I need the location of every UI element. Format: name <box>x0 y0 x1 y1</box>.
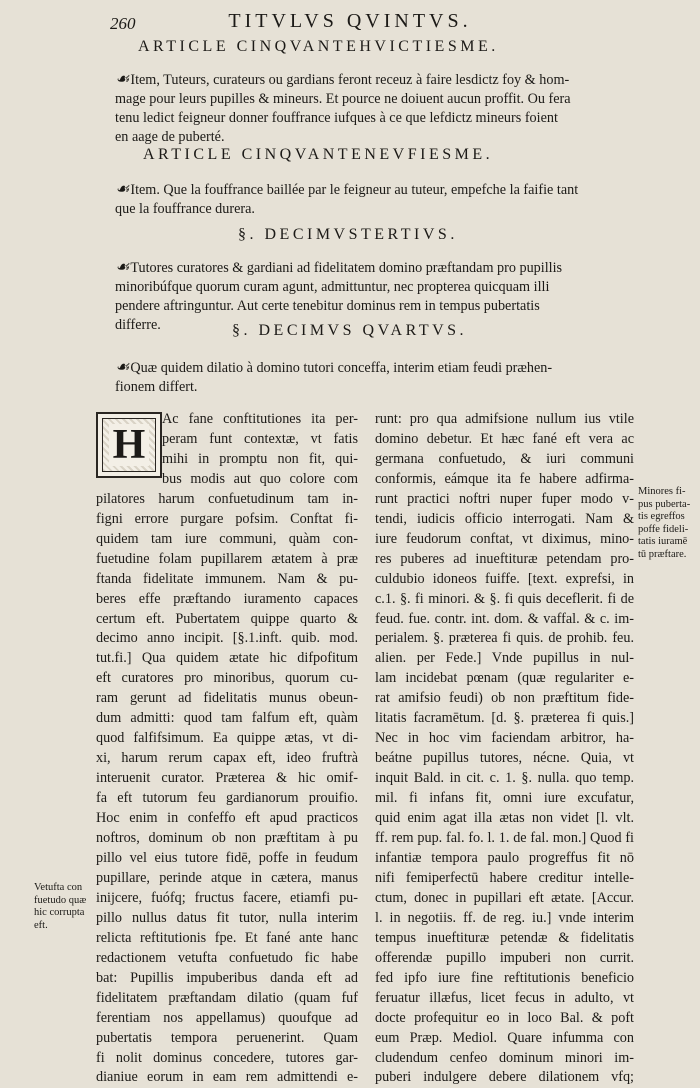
text-line: tenu ledict feigneur donner fouffrance iufques à ce que lefdictz mineurs foient <box>115 110 558 126</box>
section-text <box>115 180 605 219</box>
margin-note-line: tatis iuramē <box>638 536 688 547</box>
margin-note-line: fuetudo quæ <box>34 894 87 906</box>
paragraph-mark-icon: ☙ <box>115 181 130 198</box>
commentary-line: certum eft. Pubertatem quippe quarto & <box>96 610 358 627</box>
commentary-line: ferentiam nos appellamus) quoufque ad <box>96 1009 358 1026</box>
commentary-line: ram gerunt ad fidelitatis munus obeun- <box>96 690 358 707</box>
text-line: pendere aftringuntur. Aut certe tenebitur dominus rem in tempus pubertatis <box>115 298 540 314</box>
commentary-line: inquit Bald. in cit. c. 1. §. nulla. quo temp. <box>375 770 634 787</box>
commentary-line: eum Præp. Mediol. Quare infumma con <box>375 1029 634 1046</box>
commentary-line: mihi in promptu non fit, qui- <box>162 450 358 467</box>
commentary-line: xi, harum rerum capax eft, ideo fruftrà <box>96 750 358 767</box>
commentary-line: peram funt contextæ, vt fatis <box>162 430 358 447</box>
commentary-line: inijcere, fuófq; fructus facere, etiamfi pu- <box>96 889 358 906</box>
commentary-line: nifi femiperfectū habere creditur intelle- <box>375 869 634 886</box>
commentary-line: pubertatis tempora peruenerint. Quam <box>96 1029 358 1046</box>
commentary-line: fuetudine folam pupillarem ætatem à præ <box>96 550 358 567</box>
paragraph-mark-icon: ☙ <box>115 259 130 276</box>
text-line: que la fouffrance durera. <box>115 201 255 217</box>
commentary-line: tendi, iudicis officio interrogati. Nam & <box>375 510 634 527</box>
running-title: TITVLVS QVINTVS. <box>228 10 472 32</box>
commentary-line: runt practici noftri nuper fuper modo v- <box>375 490 634 507</box>
commentary-line: beátne pupillus tutores, nécne. Quia, vt <box>375 750 634 767</box>
commentary-line: infantiæ tempora paulo progreffus fit nō <box>375 849 634 866</box>
text-line: fionem differt. <box>115 379 198 395</box>
initial-letter: H <box>109 424 150 466</box>
paragraph-mark-icon: ☙ <box>115 359 130 376</box>
commentary-line: quid enim agat illa ætas non videt [l. vlt. <box>375 810 634 827</box>
margin-note-line: eft. <box>34 919 48 931</box>
commentary-line: Nec in hoc vim faciendam arbitror, ha- <box>375 730 634 747</box>
margin-note-right <box>638 486 690 561</box>
commentary-line: cludendum cenfeo dominum minori im- <box>375 1049 634 1066</box>
commentary-line: alien. per Fede.] Vnde pupillus in nul- <box>375 650 634 667</box>
commentary-line: rat amifsio feudi) ob non præftitum fide- <box>375 690 634 707</box>
commentary-line: relicta reftitutionis fpe. Et fané ante hanc <box>96 929 358 946</box>
commentary-line: feud. fue. contr. int. dom. & vaffal. & c. im- <box>375 610 634 627</box>
section-heading: §. DECIMVSTERTIVS. <box>238 226 458 243</box>
margin-note-line: pus puberta- <box>638 498 691 510</box>
commentary-line: offerendæ pupillo impuberi non currit. <box>375 949 634 966</box>
commentary-line: tempus inueftituræ petendæ & fidelitatis <box>375 929 634 946</box>
commentary-line: fa eft tutorum feu gardianorum prouifio. <box>96 790 358 807</box>
commentary-line: dum admitti: quod tam falfum eft, quàm <box>96 710 358 727</box>
commentary-line: lam incidebat pœnam (quæ regulariter e- <box>375 670 634 687</box>
section-heading: ARTICLE CINQVANTENEVFIESME. <box>143 146 494 163</box>
margin-note-line: poffe fideli- <box>638 523 689 535</box>
commentary-line: c.1. §. fi minori. & §. fi quis deceflerit. fi de <box>375 590 634 607</box>
section-heading: §. DECIMVS QVARTVS. <box>232 322 468 339</box>
commentary-line: noftros, dominum ob non præftitam à pu <box>96 830 358 847</box>
margin-note-line: tis egreffos <box>638 511 685 522</box>
commentary-right-column <box>375 410 634 1088</box>
commentary-line: fi nolit dominus concedere, tutores gar- <box>96 1049 358 1066</box>
commentary-line: feruatur illæfus, licet fecus in adulto, vt <box>375 989 634 1006</box>
commentary-line: puberi indulgere debere dilationem vfq; <box>375 1069 634 1086</box>
commentary-line: tut.fi.] Qua quidem ætate hic difpofitum <box>96 650 358 667</box>
text-line: Item, Tuteurs, curateurs ou gardians feront receuz à faire lesdictz foy & hom- <box>130 72 570 88</box>
commentary-line: decimo anno incipit. [§.1.inft. quib. mod. <box>96 630 358 647</box>
commentary-line: litatis facramētum. [d. §. præterea fi quis.] <box>375 710 634 727</box>
page-number: 260 <box>110 14 136 33</box>
commentary-line: dianiue eorum in eam rem admittendi e- <box>96 1069 358 1086</box>
commentary-line: Ac fane conftitutiones ita per- <box>162 411 358 427</box>
commentary-line: pillo nullus datus fit tutor, nulla interim <box>96 909 358 926</box>
commentary-line: docte profequitur eo in loco Bal. & poft <box>375 1009 634 1026</box>
commentary-line: pilatores harum confuetudinum tam in- <box>96 490 358 507</box>
text-line: Quæ quidem dilatio à domino tutori conceffa, interim etiam feudi præhen- <box>130 360 553 376</box>
commentary-line: figni errore purgare pofsim. Conftat fi- <box>96 510 358 527</box>
commentary-line: interuenit curator. Præterea & hic omif- <box>96 770 358 787</box>
text-line: differre. <box>115 317 161 333</box>
commentary-line: l. in negotiis. ff. de reg. iu.] vnde interim <box>375 909 634 926</box>
text-line: mage pour leurs pupilles & mineurs. Et pource ne doiuent aucun proffit. Ou fera <box>115 91 571 107</box>
margin-note-line: tū præftare. <box>638 548 687 560</box>
commentary-line: germana confuetudo, & iuri communi <box>375 450 634 467</box>
paragraph-mark-icon: ☙ <box>115 71 130 88</box>
text-line: en aage de puberté. <box>115 129 225 145</box>
commentary-line: quidem tam iure communi, quàm con- <box>96 530 358 547</box>
text-line: Item. Que la fouffrance baillée par le feigneur au tuteur, empefche la faifie tant <box>130 182 579 198</box>
commentary-line: redactionem vetufta confuetudo fic habe <box>96 949 358 966</box>
commentary-line: mil. fi infans fit, omni iure excufatur, <box>375 790 634 807</box>
commentary-line: bat: Pupillis impuberibus danda eft ad <box>96 969 358 986</box>
margin-note-line: hic corrupta <box>34 907 85 918</box>
commentary-line: quod falfifsimum. Ea quippe ætas, vt di- <box>96 730 358 747</box>
section-heading: ARTICLE CINQVANTEHVICTIESME. <box>138 38 499 55</box>
section-text <box>115 70 605 147</box>
commentary-line: iure feudorum conftat, vt diximus, mino- <box>375 530 634 547</box>
commentary-line: beres effe præftando iuramento capaces <box>96 590 358 607</box>
commentary-line: res puberes ad inueftituræ petendam pro- <box>375 550 634 567</box>
commentary-line: pupillare, perinde atque in cætera, manus <box>96 869 358 886</box>
text-line: Tutores curatores & gardiani ad fidelitatem domino præftandam pro pupillis <box>130 260 563 276</box>
commentary-line: eft curatores pro minoribus, quorum cu- <box>96 670 358 687</box>
commentary-line: ftanda fidelitate immunem. Nam & pu- <box>96 570 358 587</box>
commentary-line: ctum, donec in pupillari eft ætate. [Accur. <box>375 889 634 906</box>
commentary-line: bus modis aut quo colore com <box>162 470 358 487</box>
commentary-line: culdubio idoneos fuiffe. [text. exprefsi, in <box>375 570 634 587</box>
commentary-line: fidelitatem præftandam dilatio (quam fuf <box>96 989 358 1006</box>
commentary-line: fed ipfo iure fine reftitutionis beneficio <box>375 969 634 986</box>
commentary-line: ff. rem pup. fal. fo. l. 1. de fal. mon.] Quod fi <box>375 830 634 847</box>
commentary-line: domino debetur. Et hæc fané eft vera ac <box>375 430 634 447</box>
commentary-line: runt: pro qua admifsione nullum ius vtile <box>375 411 634 427</box>
commentary-line: conformis, eámque ita fe habere adfirma- <box>375 470 634 487</box>
margin-note-line: Minores fi- <box>638 486 686 497</box>
section-text <box>115 358 605 397</box>
margin-note-line: Vetufta con <box>34 882 83 893</box>
commentary-left-column <box>96 410 358 1088</box>
commentary-line: pillo vel eius tutore fidē, poffe in feudum <box>96 849 358 866</box>
commentary-line: Hoc enim in confeffo eft apud practicos <box>96 810 358 827</box>
margin-note-left <box>34 882 86 932</box>
text-line: minoribúfque quorum curam agunt, admittuntur, nec propterea quicquam illi <box>115 279 550 295</box>
commentary-line: perialem. §. præterea fi quis. de prohib. feu. <box>375 630 634 647</box>
